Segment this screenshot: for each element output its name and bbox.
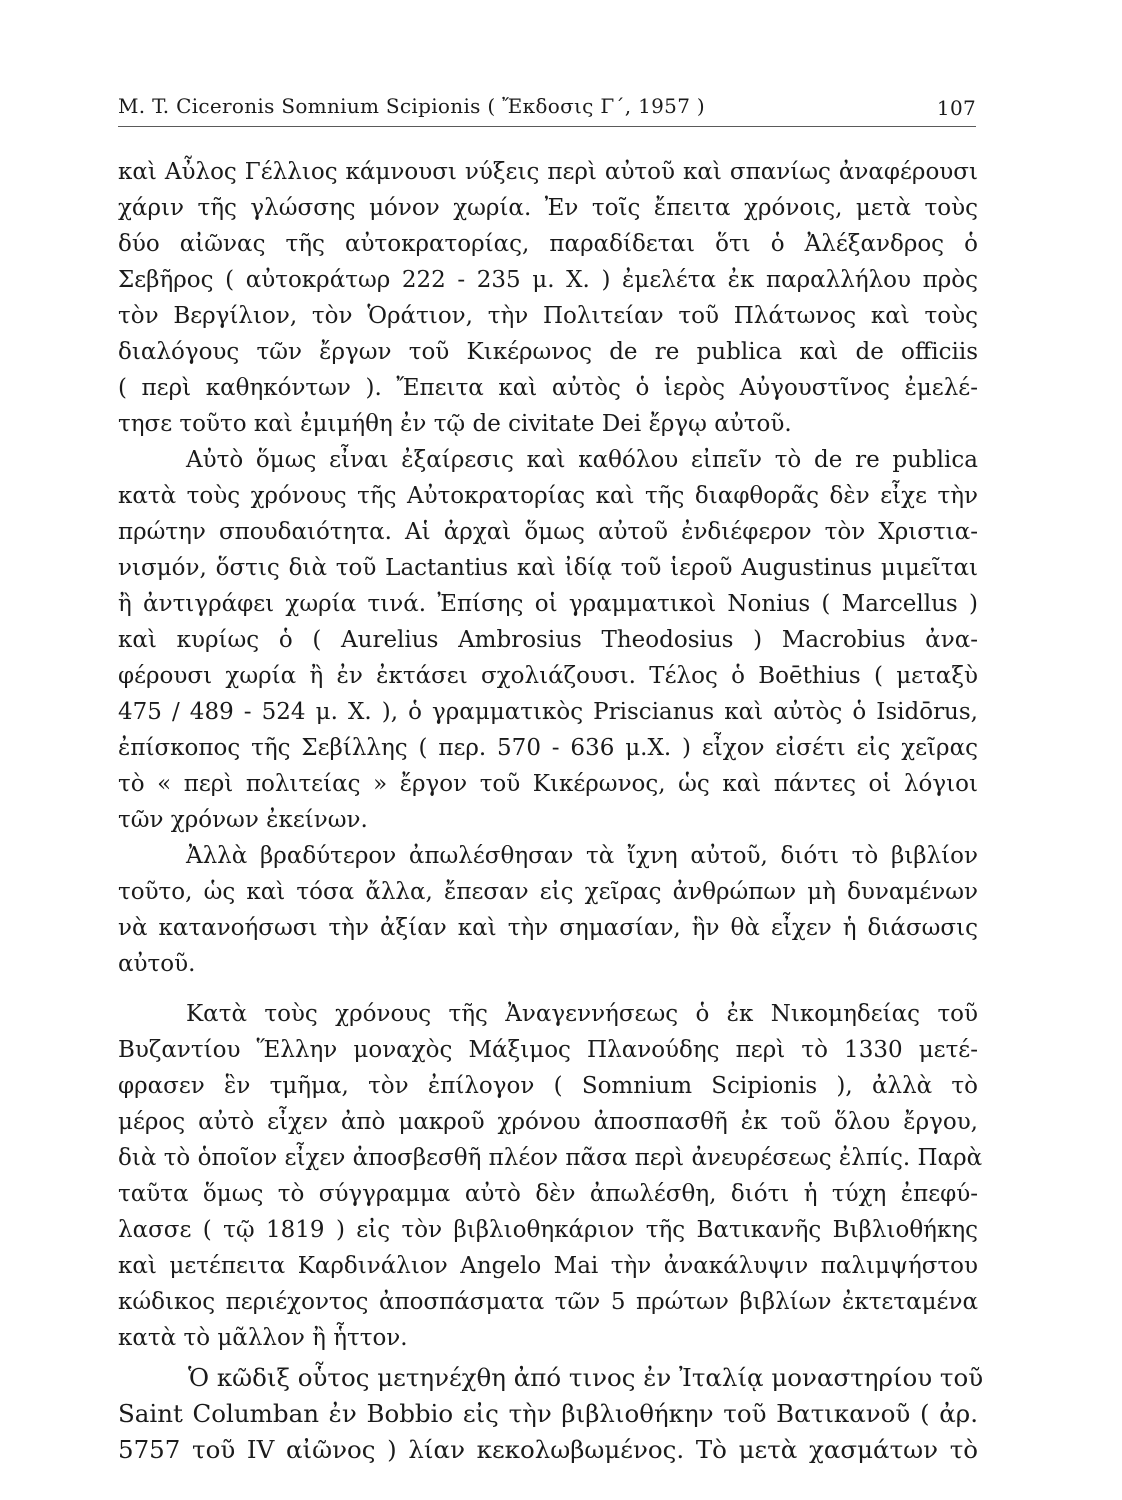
text-line: Saint Columban ἐν Bobbio εἰς τὴν βιβλιοθήκην τοῦ Βατικανοῦ ( ἀρ. bbox=[118, 1399, 978, 1428]
paragraph bbox=[118, 1360, 984, 1468]
text-line: 5757 τοῦ IV αἰῶνος ) λίαν κεκολωβωμένος. Τὸ μετὰ χασμάτων τὸ bbox=[118, 1435, 978, 1464]
paragraph-gap bbox=[118, 982, 978, 996]
text-line: τὸν Βεργίλιον, τὸν Ὁράτιον, τὴν Πολιτείαν τοῦ Πλάτωνος καὶ τοὺς bbox=[118, 303, 978, 329]
text-line: μέρος αὐτὸ εἶχεν ἀπὸ μακροῦ χρόνου ἀποσπασθῆ ἐκ τοῦ ὅλου ἔργου, bbox=[118, 1109, 978, 1135]
paragraph bbox=[118, 996, 983, 1356]
text-line: καὶ κυρίως ὁ ( Aurelius Ambrosius Theodosius ) Macrobius ἀνα- bbox=[118, 627, 978, 653]
text-line: 475 / 489 - 524 μ. Χ. ), ὁ γραμματικὸς Priscianus καὶ αὐτὸς ὁ Isidōrus, bbox=[118, 699, 978, 725]
text-line: τησε τοῦτο καὶ ἐμιμήθη ἐν τῷ de civitate Dei ἔργῳ αὐτοῦ. bbox=[118, 411, 792, 437]
text-line: ταῦτα ὅμως τὸ σύγγραμμα αὐτὸ δὲν ἀπωλέσθη, διότι ἡ τύχη ἐπεφύ- bbox=[118, 1181, 978, 1207]
text-line: διὰ τὸ ὁποῖον εἶχεν ἀποσβεσθῆ πλέον πᾶσα περὶ ἀνευρέσεως ἐλπίς. Παρὰ bbox=[118, 1145, 983, 1171]
text-line: καὶ μετέπειτα Καρδινάλιον Angelo Mai τὴν ἀνακάλυψιν παλιμψήστου bbox=[118, 1253, 978, 1279]
text-line: τοῦτο, ὡς καὶ τόσα ἄλλα, ἔπεσαν εἰς χεῖρας ἀνθρώπων μὴ δυναμένων bbox=[118, 879, 978, 905]
text-line: καὶ Αὖλος Γέλλιος κάμνουσι νύξεις περὶ αὐτοῦ καὶ σπανίως ἀναφέρουσι bbox=[118, 159, 978, 185]
text-line: Ἀλλὰ βραδύτερον ἀπωλέσθησαν τὰ ἴχνη αὐτοῦ, διότι τὸ βιβλίον bbox=[186, 843, 978, 869]
text-line: νισμόν, ὅστις διὰ τοῦ Lactantius καὶ ἰδίᾳ τοῦ ἱεροῦ Augustinus μιμεῖται bbox=[118, 555, 978, 581]
running-title: M. T. Ciceronis Somnium Scipionis ( Ἔκδοσις Γ΄, 1957 ) bbox=[118, 94, 705, 118]
page-number: 107 bbox=[936, 96, 976, 120]
text-line: Κατὰ τοὺς χρόνους τῆς Ἀναγεννήσεως ὁ ἐκ Νικομηδείας τοῦ bbox=[186, 1001, 978, 1027]
text-line: Σεβῆρος ( αὐτοκράτωρ 222 - 235 μ. Χ. ) ἐμελέτα ἐκ παραλλήλου πρὸς bbox=[118, 267, 978, 293]
text-line: κατὰ τὸ μᾶλλον ἢ ἧττον. bbox=[118, 1325, 408, 1351]
paragraph bbox=[118, 442, 978, 838]
text-line: Αὐτὸ ὅμως εἶναι ἐξαίρεσις καὶ καθόλου εἰπεῖν τὸ de re publica bbox=[186, 447, 978, 473]
text-line: ἐπίσκοπος τῆς Σεβίλλης ( περ. 570 - 636 μ.Χ. ) εἶχον εἰσέτι εἰς χεῖρας bbox=[118, 735, 978, 761]
text-line: πρώτην σπουδαιότητα. Αἱ ἀρχαὶ ὅμως αὐτοῦ ἐνδιέφερον τὸν Χριστια- bbox=[118, 519, 978, 545]
text-line: φρασεν ἓν τμῆμα, τὸν ἐπίλογον ( Somnium Scipionis ), ἀλλὰ τὸ bbox=[118, 1073, 978, 1099]
page-body bbox=[118, 154, 984, 1468]
text-line: κώδικος περιέχοντος ἀποσπάσματα τῶν 5 πρώτων βιβλίων ἐκτεταμένα bbox=[118, 1289, 978, 1315]
text-line: χάριν τῆς γλώσσης μόνον χωρία. Ἐν τοῖς ἔπειτα χρόνοις, μετὰ τοὺς bbox=[118, 195, 978, 221]
text-line: τῶν χρόνων ἐκείνων. bbox=[118, 807, 368, 833]
text-line: δύο αἰῶνας τῆς αὐτοκρατορίας, παραδίδεται ὅτι ὁ Ἀλέξανδρος ὁ bbox=[118, 231, 978, 257]
text-line: ( περὶ καθηκόντων ). Ἔπειτα καὶ αὐτὸς ὁ ἱερὸς Αὐγουστῖνος ἐμελέ- bbox=[118, 375, 978, 401]
text-line: τὸ « περὶ πολιτείας » ἔργον τοῦ Κικέρωνος, ὡς καὶ πάντες οἱ λόγιοι bbox=[118, 771, 978, 797]
text-line: Βυζαντίου Ἕλλην μοναχὸς Μάξιμος Πλανούδης περὶ τὸ 1330 μετέ- bbox=[118, 1037, 978, 1063]
text-line: κατὰ τοὺς χρόνους τῆς Αὐτοκρατορίας καὶ τῆς διαφθορᾶς δὲν εἶχε τὴν bbox=[118, 483, 978, 509]
text-line: φέρουσι χωρία ἢ ἐν ἐκτάσει σχολιάζουσι. Τέλος ὁ Boēthius ( μεταξὺ bbox=[118, 663, 978, 689]
text-line: λασσε ( τῷ 1819 ) εἰς τὸν βιβλιοθηκάριον τῆς Βατικανῆς Βιβλιοθήκης bbox=[118, 1217, 978, 1243]
text-line: διαλόγους τῶν ἔργων τοῦ Κικέρωνος de re publica καὶ de officiis bbox=[118, 339, 978, 365]
text-line: Ὁ κῶδιξ οὗτος μετηνέχθη ἀπό τινος ἐν Ἰταλίᾳ μοναστηρίου τοῦ bbox=[188, 1363, 984, 1392]
running-header bbox=[118, 92, 976, 127]
paragraph bbox=[118, 154, 978, 442]
text-line: αὐτοῦ. bbox=[118, 951, 196, 977]
text-line: ἢ ἀντιγράφει χωρία τινά. Ἐπίσης οἱ γραμματικοὶ Nonius ( Marcellus ) bbox=[118, 591, 978, 617]
paragraph bbox=[118, 838, 978, 982]
text-line: νὰ κατανοήσωσι τὴν ἀξίαν καὶ τὴν σημασίαν, ἣν θὰ εἶχεν ἡ διάσωσις bbox=[118, 915, 978, 941]
